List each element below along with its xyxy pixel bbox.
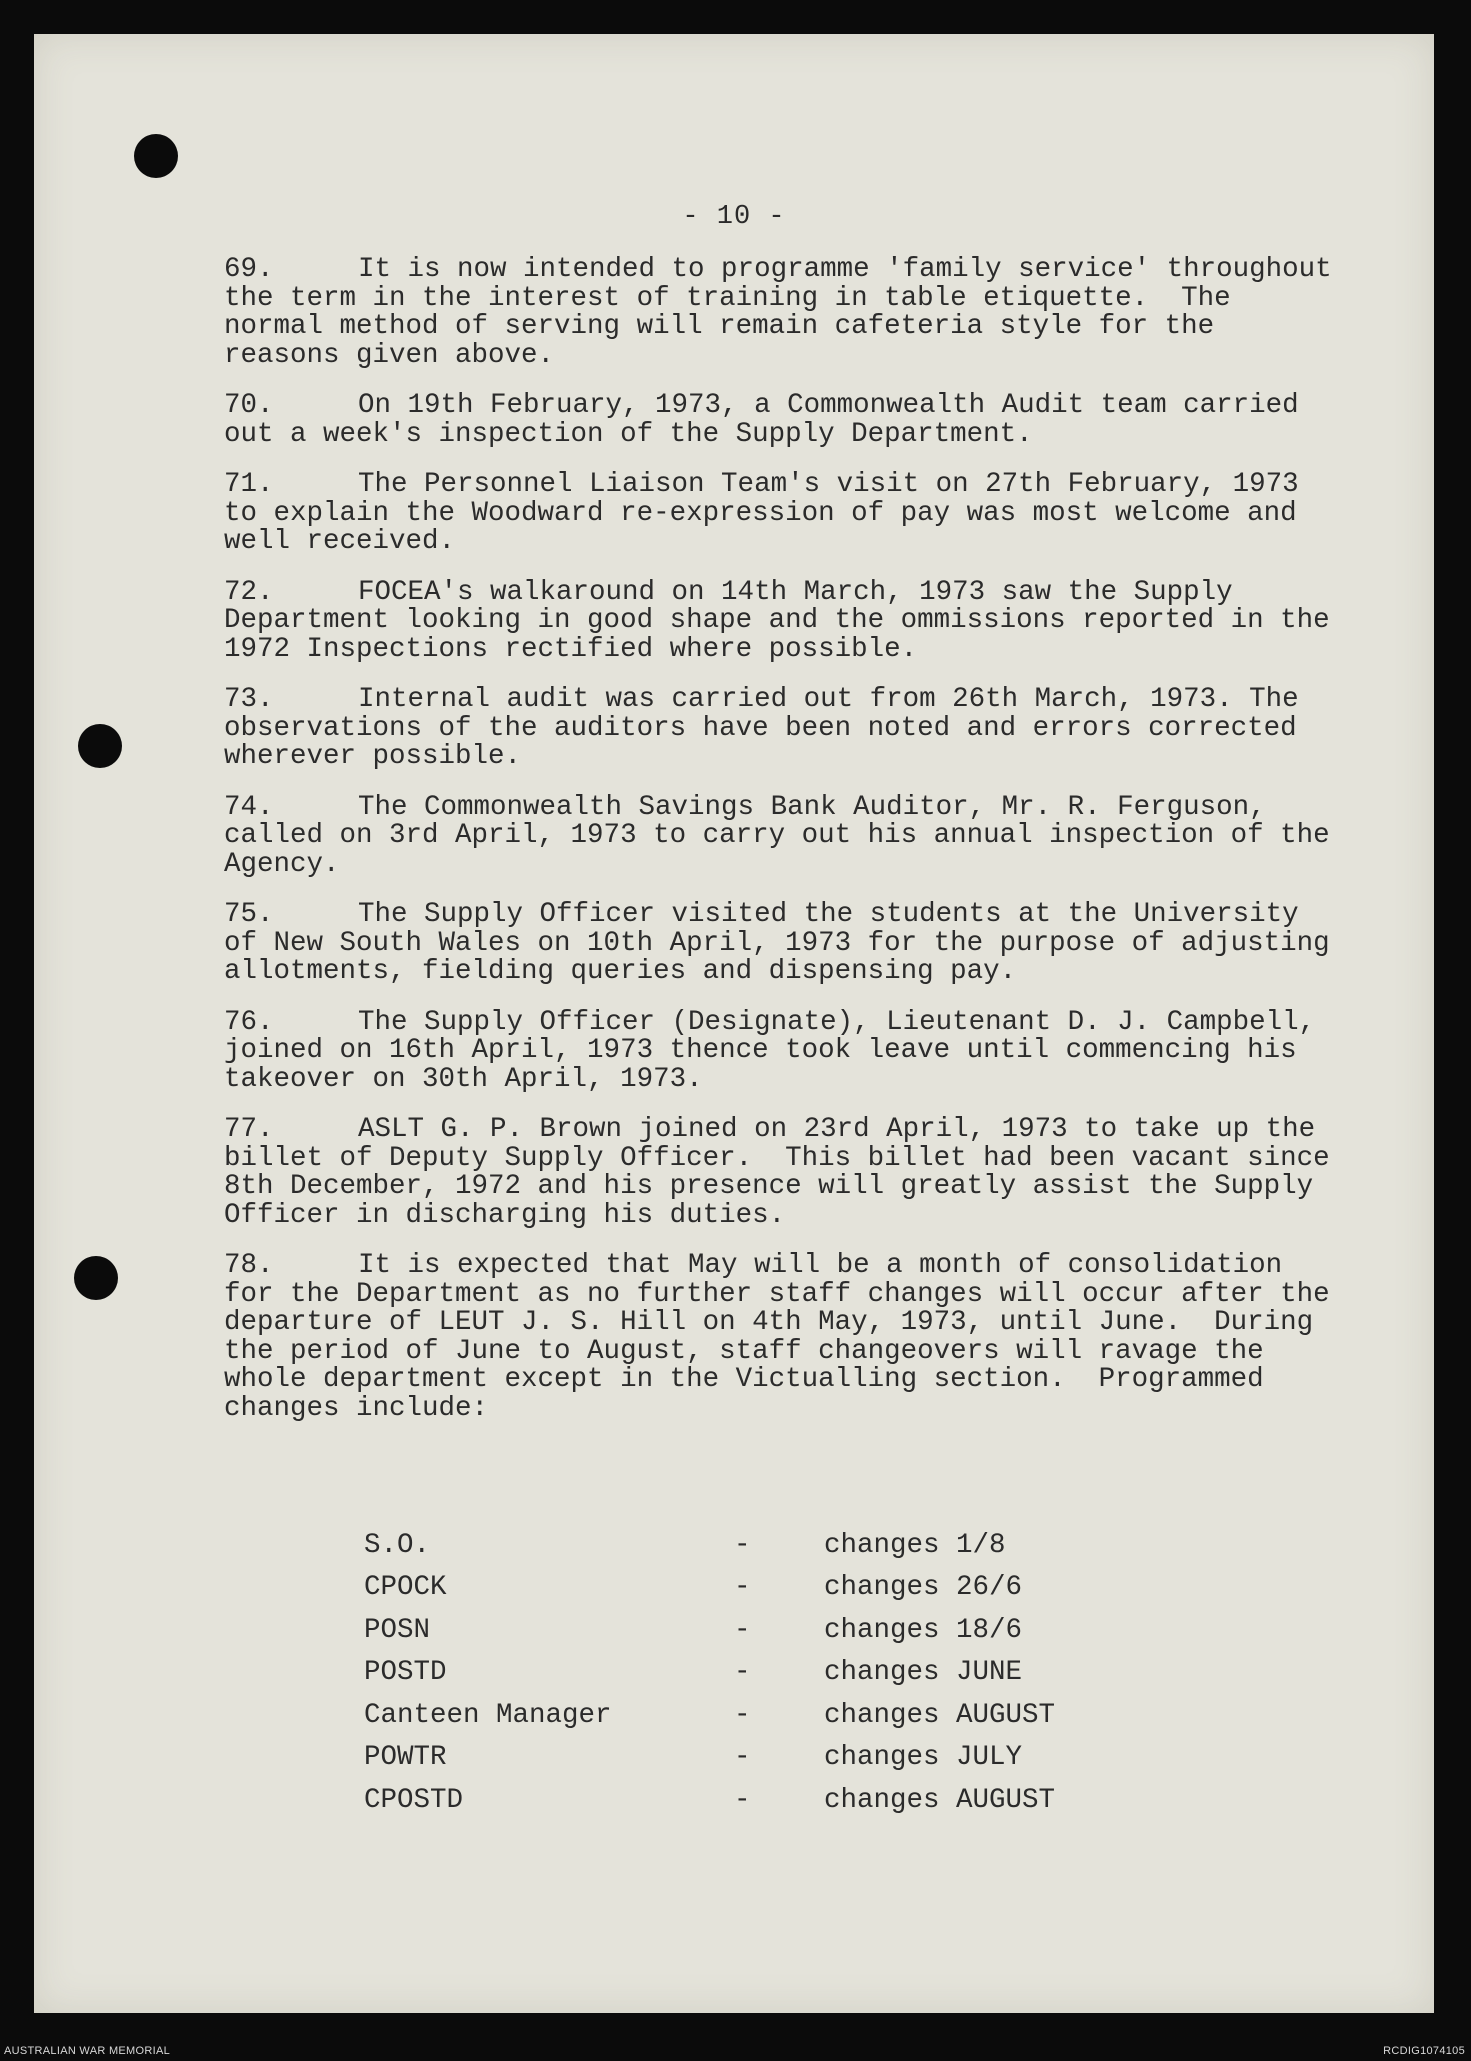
paragraph-number: 76. [224, 1006, 274, 1038]
paragraph-number: 75. [224, 899, 274, 930]
paragraph-70 [224, 392, 1334, 449]
paragraph-number: 74. [224, 791, 274, 823]
paragraph-71 [224, 471, 1334, 557]
paragraph-72 [224, 576, 1347, 665]
change-role: POSTD [364, 1657, 447, 1689]
footer-archive-name: AUSTRALIAN WAR MEMORIAL [4, 2045, 171, 2057]
punch-hole-top [134, 134, 178, 178]
paragraph-number: 71. [224, 469, 274, 500]
paragraph-number: 70. [224, 390, 274, 421]
paragraph-text: Internal audit was carried out from 26th March, 1973. The observations of the auditors have been noted and errors corrected wherever possible. [224, 684, 1316, 772]
change-dash: - [734, 1657, 751, 1689]
paragraph-text: The Supply Officer visited the students at the University of New South Wales on 10th April, 1973 for the purpose of adjusting allotments, fielding queries and dispensing pay. [224, 899, 1347, 987]
paragraph-text: ASLT G. P. Brown joined on 23rd April, 1973 to take up the billet of Deputy Supply Officer. This billet had been vacant since 8th December, 1972 and his presence will greatly assist the Supply Officer in discharging his duties. [224, 1114, 1347, 1231]
change-value: changes 26/6 [824, 1572, 1023, 1604]
change-value: changes JUNE [824, 1657, 1023, 1689]
paragraph-text: It is expected that May will be a month of consolidation for the Department as no further staff changes will occur after the departure of LEUT J. S. Hill on 4th May, 1973, until June. During the period of June to August, staff changeovers will ravage the whole department except in the Victualling section. Programmed changes include: [224, 1250, 1347, 1424]
paragraph-number: 72. [224, 576, 274, 608]
change-dash: - [734, 1529, 751, 1561]
paragraph-number: 69. [224, 254, 274, 285]
change-role: S.O. [364, 1529, 431, 1561]
change-role: Canteen Manager [364, 1699, 612, 1731]
paragraph-text: The Supply Officer (Designate), Lieutenant D. J. Campbell, joined on 16th April, 1973 thence took leave until commencing his takeover on 30th April, 1973. [224, 1006, 1332, 1095]
change-dash: - [734, 1742, 751, 1774]
paragraph-number: 77. [224, 1114, 274, 1145]
change-dash: - [734, 1784, 751, 1816]
programmed-changes-list [364, 1524, 1264, 1822]
paragraph-number: 73. [224, 684, 274, 715]
change-dash: - [734, 1614, 751, 1646]
page-number: - 10 - [682, 202, 786, 232]
paragraph-73 [224, 686, 1334, 772]
change-role: POWTR [364, 1742, 447, 1774]
footer-record-id: RCDIG1074105 [1383, 2045, 1465, 2057]
paragraph-text: The Personnel Liaison Team's visit on 27th February, 1973 to explain the Woodward re-expression of pay was most welcome and well received. [224, 469, 1316, 557]
paragraph-75 [224, 899, 1347, 987]
list-item [364, 1694, 1264, 1737]
list-item [364, 1779, 1264, 1822]
paragraph-74 [224, 791, 1347, 880]
paragraph-number: 78. [224, 1250, 274, 1281]
punch-hole-middle [78, 724, 122, 768]
change-value: changes 1/8 [824, 1529, 1006, 1561]
paragraph-69 [224, 254, 1349, 371]
body-text [224, 254, 1349, 1445]
paragraph-76 [224, 1006, 1334, 1095]
list-item [364, 1524, 1264, 1567]
list-item [364, 1652, 1264, 1695]
change-dash: - [734, 1699, 751, 1731]
change-value: changes AUGUST [824, 1784, 1056, 1816]
punch-hole-bottom [74, 1256, 118, 1300]
list-item [364, 1737, 1264, 1780]
document-page [34, 34, 1434, 2013]
paragraph-text: It is now intended to programme 'family service' throughout the term in the interest of training in table etiquette. The normal method of serving will remain cafeteria style for the reasons given above. [224, 254, 1349, 371]
change-value: changes AUGUST [824, 1699, 1056, 1731]
change-value: changes 18/6 [824, 1614, 1023, 1646]
paragraph-text: FOCEA's walkaround on 14th March, 1973 saw the Supply Department looking in good shape and the ommissions reported in the 1972 Inspections rectified where possible. [224, 576, 1347, 665]
change-role: POSN [364, 1614, 431, 1646]
change-role: CPOCK [364, 1572, 447, 1604]
paragraph-text: The Commonwealth Savings Bank Auditor, Mr. R. Ferguson, called on 3rd April, 1973 to carry out his annual inspection of the Agency. [224, 791, 1347, 880]
change-dash: - [734, 1572, 751, 1604]
paragraph-78 [224, 1250, 1347, 1424]
list-item [364, 1609, 1264, 1652]
change-role: CPOSTD [364, 1784, 464, 1816]
change-value: changes JULY [824, 1742, 1023, 1774]
paragraph-text: On 19th February, 1973, a Commonwealth Audit team carried out a week's inspection of the Supply Department. [224, 390, 1316, 450]
paragraph-77 [224, 1114, 1347, 1231]
list-item [364, 1567, 1264, 1610]
